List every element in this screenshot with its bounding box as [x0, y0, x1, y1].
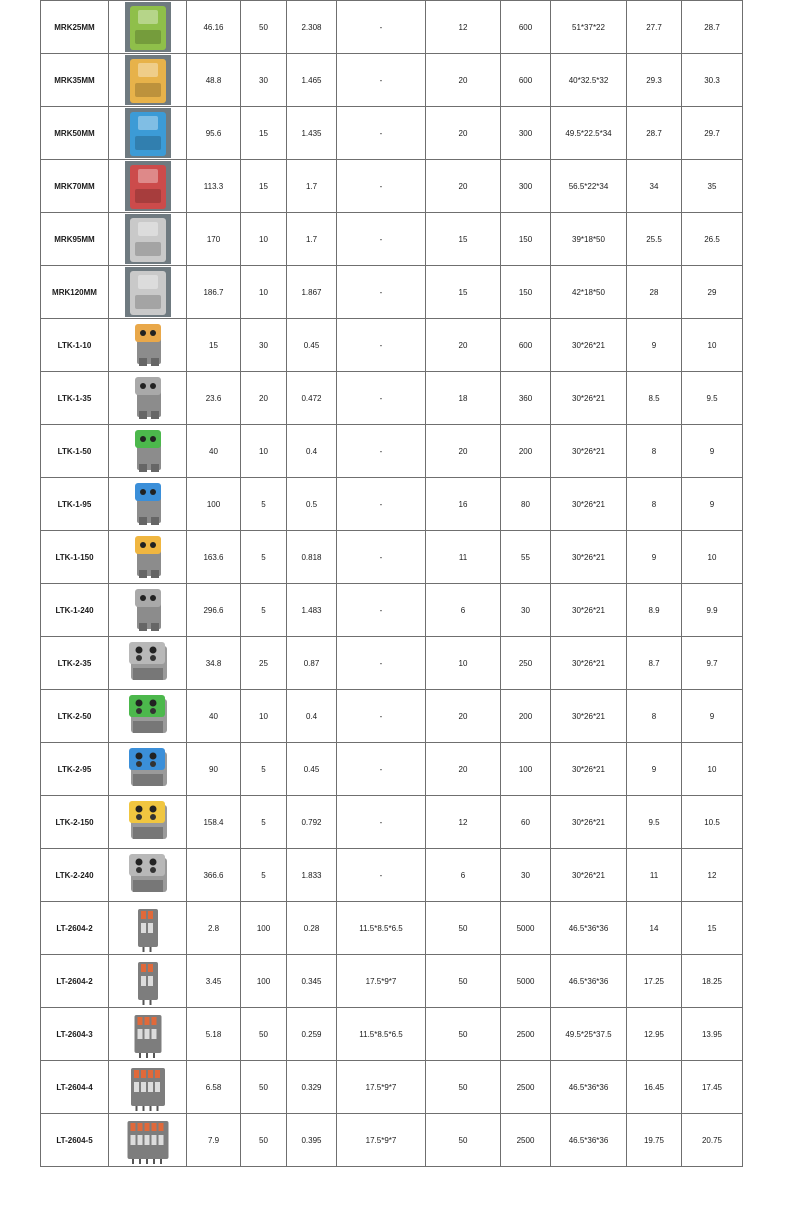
carton-size-cell: 30*26*21	[551, 849, 627, 902]
box-weight-cell: 0.329	[287, 1061, 337, 1114]
unit-weight-cell: 296.6	[187, 584, 241, 637]
unit-weight-cell: 163.6	[187, 531, 241, 584]
table-row	[41, 319, 743, 372]
model-cell: LTK-1-240	[41, 584, 109, 637]
model-cell: LTK-2-35	[41, 637, 109, 690]
product-image-cell	[109, 1008, 187, 1061]
quantity-cell: 100	[241, 902, 287, 955]
count-cell: 11	[426, 531, 501, 584]
carton-size-cell: 42*18*50	[551, 266, 627, 319]
gross-weight-cell: 10	[682, 531, 743, 584]
product-image-cell	[109, 690, 187, 743]
count-cell: 16	[426, 478, 501, 531]
unit-weight-cell: 366.6	[187, 849, 241, 902]
net-weight-cell: 9	[627, 319, 682, 372]
pcb-terminal-3pin-icon	[125, 1009, 171, 1059]
product-image-cell	[109, 478, 187, 531]
carton-size-cell: 46.5*36*36	[551, 1114, 627, 1167]
count-cell: 12	[426, 796, 501, 849]
unit-weight-cell: 2.8	[187, 902, 241, 955]
model-cell: MRK120MM	[41, 266, 109, 319]
unit-weight-cell: 158.4	[187, 796, 241, 849]
size-cell: -	[337, 796, 426, 849]
unit-weight-cell: 186.7	[187, 266, 241, 319]
distribution-block-double-green-icon	[125, 691, 171, 741]
gross-weight-cell: 29.7	[682, 107, 743, 160]
quantity-cell: 100	[241, 955, 287, 1008]
pieces-cell: 600	[501, 319, 551, 372]
gross-weight-cell: 28.7	[682, 1, 743, 54]
carton-size-cell: 40*32.5*32	[551, 54, 627, 107]
product-image-cell	[109, 266, 187, 319]
model-cell: MRK70MM	[41, 160, 109, 213]
net-weight-cell: 8.7	[627, 637, 682, 690]
gross-weight-cell: 9.7	[682, 637, 743, 690]
product-image-cell	[109, 743, 187, 796]
quantity-cell: 5	[241, 849, 287, 902]
carton-size-cell: 51*37*22	[551, 1, 627, 54]
model-cell: LTK-1-35	[41, 372, 109, 425]
quantity-cell: 30	[241, 319, 287, 372]
size-cell: -	[337, 160, 426, 213]
table-row	[41, 54, 743, 107]
unit-weight-cell: 170	[187, 213, 241, 266]
count-cell: 10	[426, 637, 501, 690]
model-cell: MRK25MM	[41, 1, 109, 54]
box-weight-cell: 2.308	[287, 1, 337, 54]
count-cell: 20	[426, 160, 501, 213]
count-cell: 50	[426, 955, 501, 1008]
unit-weight-cell: 48.8	[187, 54, 241, 107]
quantity-cell: 50	[241, 1, 287, 54]
din-rail-terminal-green-icon	[125, 2, 171, 52]
product-image-cell	[109, 955, 187, 1008]
unit-weight-cell: 7.9	[187, 1114, 241, 1167]
size-cell: -	[337, 584, 426, 637]
unit-weight-cell: 40	[187, 425, 241, 478]
model-cell: LTK-2-150	[41, 796, 109, 849]
product-image-cell	[109, 1114, 187, 1167]
gross-weight-cell: 10	[682, 743, 743, 796]
product-image-cell	[109, 637, 187, 690]
carton-size-cell: 30*26*21	[551, 584, 627, 637]
gross-weight-cell: 9.9	[682, 584, 743, 637]
carton-size-cell: 56.5*22*34	[551, 160, 627, 213]
product-image-cell	[109, 584, 187, 637]
net-weight-cell: 9.5	[627, 796, 682, 849]
model-cell: LTK-1-150	[41, 531, 109, 584]
model-cell: LTK-2-95	[41, 743, 109, 796]
carton-size-cell: 30*26*21	[551, 690, 627, 743]
pieces-cell: 250	[501, 637, 551, 690]
size-cell: 17.5*9*7	[337, 955, 426, 1008]
gross-weight-cell: 13.95	[682, 1008, 743, 1061]
distribution-block-grey-icon	[125, 373, 171, 423]
table-row	[41, 584, 743, 637]
net-weight-cell: 19.75	[627, 1114, 682, 1167]
quantity-cell: 10	[241, 690, 287, 743]
size-cell: 11.5*8.5*6.5	[337, 902, 426, 955]
count-cell: 20	[426, 743, 501, 796]
box-weight-cell: 0.345	[287, 955, 337, 1008]
unit-weight-cell: 6.58	[187, 1061, 241, 1114]
carton-size-cell: 46.5*36*36	[551, 902, 627, 955]
distribution-block-orange-icon	[125, 320, 171, 370]
box-weight-cell: 1.7	[287, 213, 337, 266]
gross-weight-cell: 26.5	[682, 213, 743, 266]
model-cell: LTK-1-95	[41, 478, 109, 531]
quantity-cell: 15	[241, 160, 287, 213]
quantity-cell: 5	[241, 531, 287, 584]
net-weight-cell: 29.3	[627, 54, 682, 107]
distribution-block-double-grey-icon	[125, 850, 171, 900]
pcb-terminal-2pin-icon	[125, 956, 171, 1006]
quantity-cell: 50	[241, 1114, 287, 1167]
table-row	[41, 372, 743, 425]
net-weight-cell: 9	[627, 531, 682, 584]
product-spec-table	[40, 0, 743, 1167]
box-weight-cell: 1.435	[287, 107, 337, 160]
model-cell: LT-2604-4	[41, 1061, 109, 1114]
unit-weight-cell: 95.6	[187, 107, 241, 160]
unit-weight-cell: 15	[187, 319, 241, 372]
pieces-cell: 60	[501, 796, 551, 849]
pieces-cell: 600	[501, 54, 551, 107]
count-cell: 50	[426, 1114, 501, 1167]
pieces-cell: 300	[501, 160, 551, 213]
net-weight-cell: 17.25	[627, 955, 682, 1008]
unit-weight-cell: 46.16	[187, 1, 241, 54]
box-weight-cell: 0.395	[287, 1114, 337, 1167]
unit-weight-cell: 40	[187, 690, 241, 743]
product-image-cell	[109, 319, 187, 372]
pieces-cell: 200	[501, 425, 551, 478]
gross-weight-cell: 10.5	[682, 796, 743, 849]
carton-size-cell: 30*26*21	[551, 319, 627, 372]
box-weight-cell: 0.45	[287, 319, 337, 372]
box-weight-cell: 0.792	[287, 796, 337, 849]
quantity-cell: 5	[241, 796, 287, 849]
size-cell: -	[337, 213, 426, 266]
pcb-terminal-5pin-icon	[125, 1115, 171, 1165]
count-cell: 20	[426, 425, 501, 478]
size-cell: -	[337, 637, 426, 690]
size-cell: -	[337, 266, 426, 319]
product-image-cell	[109, 425, 187, 478]
box-weight-cell: 0.472	[287, 372, 337, 425]
quantity-cell: 20	[241, 372, 287, 425]
pieces-cell: 30	[501, 584, 551, 637]
count-cell: 15	[426, 213, 501, 266]
box-weight-cell: 1.867	[287, 266, 337, 319]
box-weight-cell: 0.87	[287, 637, 337, 690]
product-image-cell	[109, 160, 187, 213]
quantity-cell: 10	[241, 425, 287, 478]
product-image-cell	[109, 213, 187, 266]
model-cell: MRK50MM	[41, 107, 109, 160]
pcb-terminal-2pin-icon	[125, 903, 171, 953]
net-weight-cell: 11	[627, 849, 682, 902]
model-cell: LTK-1-50	[41, 425, 109, 478]
pieces-cell: 2500	[501, 1061, 551, 1114]
unit-weight-cell: 5.18	[187, 1008, 241, 1061]
gross-weight-cell: 30.3	[682, 54, 743, 107]
table-row	[41, 266, 743, 319]
net-weight-cell: 28	[627, 266, 682, 319]
pieces-cell: 80	[501, 478, 551, 531]
unit-weight-cell: 113.3	[187, 160, 241, 213]
product-image-cell	[109, 107, 187, 160]
table-row	[41, 637, 743, 690]
product-image-cell	[109, 902, 187, 955]
table-row	[41, 796, 743, 849]
pcb-terminal-4pin-icon	[125, 1062, 171, 1112]
size-cell: -	[337, 849, 426, 902]
box-weight-cell: 1.465	[287, 54, 337, 107]
gross-weight-cell: 10	[682, 319, 743, 372]
box-weight-cell: 0.4	[287, 425, 337, 478]
din-rail-terminal-red-icon	[125, 161, 171, 211]
pieces-cell: 200	[501, 690, 551, 743]
box-weight-cell: 0.5	[287, 478, 337, 531]
carton-size-cell: 46.5*36*36	[551, 955, 627, 1008]
box-weight-cell: 1.833	[287, 849, 337, 902]
table-row	[41, 160, 743, 213]
model-cell: LTK-2-50	[41, 690, 109, 743]
pieces-cell: 2500	[501, 1114, 551, 1167]
count-cell: 20	[426, 690, 501, 743]
unit-weight-cell: 34.8	[187, 637, 241, 690]
box-weight-cell: 0.28	[287, 902, 337, 955]
carton-size-cell: 39*18*50	[551, 213, 627, 266]
size-cell: -	[337, 531, 426, 584]
count-cell: 50	[426, 902, 501, 955]
size-cell: -	[337, 690, 426, 743]
table-row	[41, 478, 743, 531]
quantity-cell: 30	[241, 54, 287, 107]
product-image-cell	[109, 849, 187, 902]
size-cell: -	[337, 1, 426, 54]
table-row	[41, 955, 743, 1008]
count-cell: 12	[426, 1, 501, 54]
size-cell: -	[337, 107, 426, 160]
product-image-cell	[109, 372, 187, 425]
box-weight-cell: 0.45	[287, 743, 337, 796]
size-cell: 11.5*8.5*6.5	[337, 1008, 426, 1061]
count-cell: 20	[426, 54, 501, 107]
distribution-block-yellow-icon	[125, 532, 171, 582]
distribution-block-double-blue-icon	[125, 744, 171, 794]
table-row	[41, 849, 743, 902]
box-weight-cell: 0.4	[287, 690, 337, 743]
table-row	[41, 531, 743, 584]
net-weight-cell: 25.5	[627, 213, 682, 266]
size-cell: 17.5*9*7	[337, 1114, 426, 1167]
pieces-cell: 5000	[501, 902, 551, 955]
table-row	[41, 902, 743, 955]
net-weight-cell: 12.95	[627, 1008, 682, 1061]
quantity-cell: 15	[241, 107, 287, 160]
model-cell: LT-2604-2	[41, 902, 109, 955]
size-cell: -	[337, 743, 426, 796]
net-weight-cell: 16.45	[627, 1061, 682, 1114]
pieces-cell: 30	[501, 849, 551, 902]
net-weight-cell: 8	[627, 478, 682, 531]
size-cell: -	[337, 425, 426, 478]
product-image-cell	[109, 531, 187, 584]
net-weight-cell: 34	[627, 160, 682, 213]
pieces-cell: 100	[501, 743, 551, 796]
gross-weight-cell: 15	[682, 902, 743, 955]
gross-weight-cell: 29	[682, 266, 743, 319]
quantity-cell: 5	[241, 478, 287, 531]
gross-weight-cell: 9	[682, 478, 743, 531]
table-row	[41, 1061, 743, 1114]
gross-weight-cell: 20.75	[682, 1114, 743, 1167]
product-image-cell	[109, 54, 187, 107]
pieces-cell: 600	[501, 1, 551, 54]
size-cell: -	[337, 54, 426, 107]
din-rail-terminal-yellow-icon	[125, 55, 171, 105]
net-weight-cell: 8	[627, 690, 682, 743]
net-weight-cell: 8.9	[627, 584, 682, 637]
gross-weight-cell: 18.25	[682, 955, 743, 1008]
product-image-cell	[109, 1061, 187, 1114]
model-cell: MRK35MM	[41, 54, 109, 107]
quantity-cell: 10	[241, 266, 287, 319]
table-row	[41, 690, 743, 743]
pieces-cell: 5000	[501, 955, 551, 1008]
din-rail-terminal-grey-icon	[125, 267, 171, 317]
product-image-cell	[109, 1, 187, 54]
quantity-cell: 10	[241, 213, 287, 266]
unit-weight-cell: 23.6	[187, 372, 241, 425]
carton-size-cell: 30*26*21	[551, 743, 627, 796]
gross-weight-cell: 9.5	[682, 372, 743, 425]
distribution-block-green-icon	[125, 426, 171, 476]
count-cell: 18	[426, 372, 501, 425]
model-cell: LTK-2-240	[41, 849, 109, 902]
table-row	[41, 213, 743, 266]
carton-size-cell: 30*26*21	[551, 531, 627, 584]
din-rail-terminal-grey-icon	[125, 214, 171, 264]
product-image-cell	[109, 796, 187, 849]
carton-size-cell: 30*26*21	[551, 637, 627, 690]
unit-weight-cell: 100	[187, 478, 241, 531]
net-weight-cell: 14	[627, 902, 682, 955]
distribution-block-blue-icon	[125, 479, 171, 529]
net-weight-cell: 9	[627, 743, 682, 796]
carton-size-cell: 30*26*21	[551, 372, 627, 425]
unit-weight-cell: 3.45	[187, 955, 241, 1008]
gross-weight-cell: 9	[682, 425, 743, 478]
net-weight-cell: 8	[627, 425, 682, 478]
size-cell: -	[337, 319, 426, 372]
count-cell: 6	[426, 849, 501, 902]
table-row	[41, 1114, 743, 1167]
gross-weight-cell: 9	[682, 690, 743, 743]
net-weight-cell: 27.7	[627, 1, 682, 54]
carton-size-cell: 49.5*25*37.5	[551, 1008, 627, 1061]
model-cell: LTK-1-10	[41, 319, 109, 372]
size-cell: -	[337, 372, 426, 425]
net-weight-cell: 8.5	[627, 372, 682, 425]
quantity-cell: 5	[241, 584, 287, 637]
carton-size-cell: 49.5*22.5*34	[551, 107, 627, 160]
quantity-cell: 50	[241, 1008, 287, 1061]
box-weight-cell: 0.818	[287, 531, 337, 584]
quantity-cell: 5	[241, 743, 287, 796]
model-cell: LT-2604-3	[41, 1008, 109, 1061]
pieces-cell: 55	[501, 531, 551, 584]
size-cell: -	[337, 478, 426, 531]
distribution-block-grey-icon	[125, 585, 171, 635]
gross-weight-cell: 12	[682, 849, 743, 902]
model-cell: LT-2604-2	[41, 955, 109, 1008]
box-weight-cell: 0.259	[287, 1008, 337, 1061]
gross-weight-cell: 17.45	[682, 1061, 743, 1114]
pieces-cell: 300	[501, 107, 551, 160]
count-cell: 50	[426, 1008, 501, 1061]
count-cell: 50	[426, 1061, 501, 1114]
pieces-cell: 2500	[501, 1008, 551, 1061]
table-row	[41, 425, 743, 478]
quantity-cell: 50	[241, 1061, 287, 1114]
distribution-block-double-grey-icon	[125, 638, 171, 688]
carton-size-cell: 46.5*36*36	[551, 1061, 627, 1114]
carton-size-cell: 30*26*21	[551, 425, 627, 478]
pieces-cell: 360	[501, 372, 551, 425]
carton-size-cell: 30*26*21	[551, 796, 627, 849]
table-row	[41, 1, 743, 54]
net-weight-cell: 28.7	[627, 107, 682, 160]
gross-weight-cell: 35	[682, 160, 743, 213]
table-row	[41, 743, 743, 796]
count-cell: 20	[426, 107, 501, 160]
din-rail-terminal-blue-icon	[125, 108, 171, 158]
unit-weight-cell: 90	[187, 743, 241, 796]
count-cell: 6	[426, 584, 501, 637]
size-cell: 17.5*9*7	[337, 1061, 426, 1114]
box-weight-cell: 1.483	[287, 584, 337, 637]
table-row	[41, 1008, 743, 1061]
quantity-cell: 25	[241, 637, 287, 690]
pieces-cell: 150	[501, 213, 551, 266]
model-cell: MRK95MM	[41, 213, 109, 266]
table-body	[41, 1, 743, 1167]
distribution-block-double-yellow-icon	[125, 797, 171, 847]
count-cell: 20	[426, 319, 501, 372]
pieces-cell: 150	[501, 266, 551, 319]
carton-size-cell: 30*26*21	[551, 478, 627, 531]
count-cell: 15	[426, 266, 501, 319]
model-cell: LT-2604-5	[41, 1114, 109, 1167]
table-row	[41, 107, 743, 160]
box-weight-cell: 1.7	[287, 160, 337, 213]
